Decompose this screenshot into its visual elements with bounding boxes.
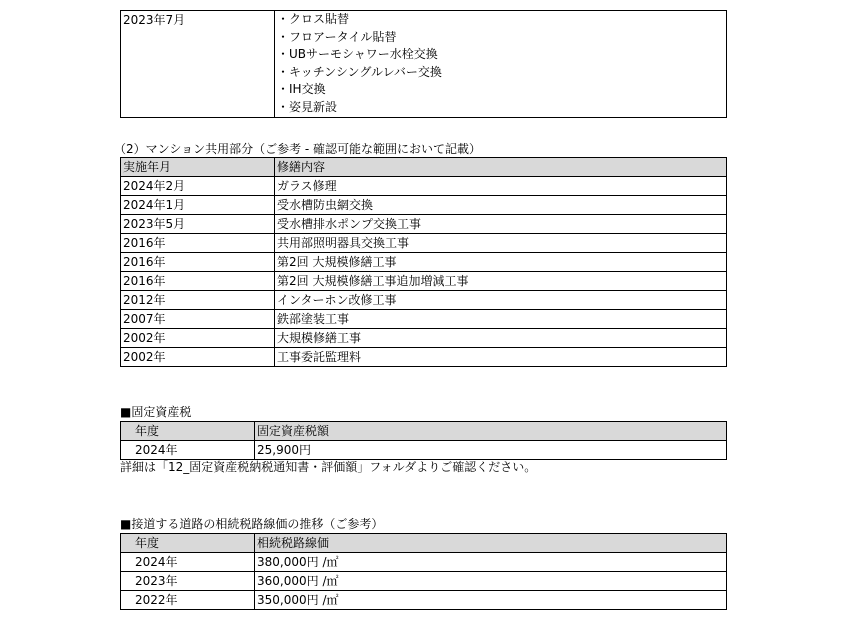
common-repairs-caption: （2）マンション共用部分（ご参考 - 確認可能な範囲において記載） [114,142,482,156]
list-item: ・クロス貼替 [277,12,350,26]
common-repairs-table [120,157,727,367]
table-row [121,11,727,118]
repair-date: 2023年7月 [121,11,275,118]
row-content: 受水槽防虫網交換 [275,196,727,215]
road-price-caption: ■接道する道路の相続税路線価の推移（ご参考） [120,517,384,531]
row-content: 第2回 大規模修繕工事 [275,253,727,272]
row-year: 2022年 [121,591,255,610]
table-header-row [121,158,727,177]
row-price: 380,000円 /㎡ [255,553,727,572]
row-date: 2012年 [121,291,275,310]
row-date: 2023年5月 [121,215,275,234]
row-content: ガラス修理 [275,177,727,196]
table-header-row [121,534,727,553]
row-date: 2007年 [121,310,275,329]
property-tax-table [120,421,727,460]
row-price: 360,000円 /㎡ [255,572,727,591]
row-content: 大規模修繕工事 [275,329,727,348]
list-item: ・IH交換 [277,82,326,97]
row-content: 鉄部塗装工事 [275,310,727,329]
row-content: 受水槽排水ポンプ交換工事 [275,215,727,234]
table-row [121,215,727,234]
row-content: 第2回 大規模修繕工事追加増減工事 [275,272,727,291]
list-item: ・フロアータイル貼替 [277,29,397,44]
table-row [121,253,727,272]
row-date: 2002年 [121,348,275,367]
repair-items [275,11,727,118]
table-row [121,329,727,348]
row-year: 2024年 [121,441,255,460]
row-date: 2016年 [121,234,275,253]
table-row [121,441,727,460]
table-row [121,310,727,329]
table-row [121,196,727,215]
row-date: 2016年 [121,272,275,291]
list-item: ・UBサーモシャワー水栓交換 [277,47,438,62]
row-content: 共用部照明器具交換工事 [275,234,727,253]
unit-repairs-table [120,10,727,118]
row-date: 2016年 [121,253,275,272]
header-date: 実施年月 [121,158,275,177]
list-item: ・キッチンシングルレバー交換 [277,64,442,79]
row-date: 2024年2月 [121,177,275,196]
table-row [121,553,727,572]
header-year: 年度 [121,422,255,441]
row-content: 工事委託監理料 [275,348,727,367]
row-year: 2023年 [121,572,255,591]
road-price-table [120,533,727,610]
row-content: インターホン改修工事 [275,291,727,310]
header-tax: 固定資産税額 [255,422,727,441]
table-row [121,348,727,367]
header-content: 修繕内容 [275,158,727,177]
table-row [121,591,727,610]
property-tax-note: 詳細は「12_固定資産税納税通知書・評価額」フォルダよりご確認ください。 [120,460,537,474]
header-price: 相続税路線価 [255,534,727,553]
table-row [121,572,727,591]
row-date: 2002年 [121,329,275,348]
property-tax-caption: ■固定資産税 [120,405,192,419]
row-year: 2024年 [121,553,255,572]
table-row [121,291,727,310]
table-row [121,272,727,291]
row-price: 350,000円 /㎡ [255,591,727,610]
row-date: 2024年1月 [121,196,275,215]
row-tax: 25,900円 [255,441,727,460]
table-row [121,234,727,253]
table-row [121,177,727,196]
table-header-row [121,422,727,441]
header-year: 年度 [121,534,255,553]
list-item: ・姿見新設 [277,99,338,114]
